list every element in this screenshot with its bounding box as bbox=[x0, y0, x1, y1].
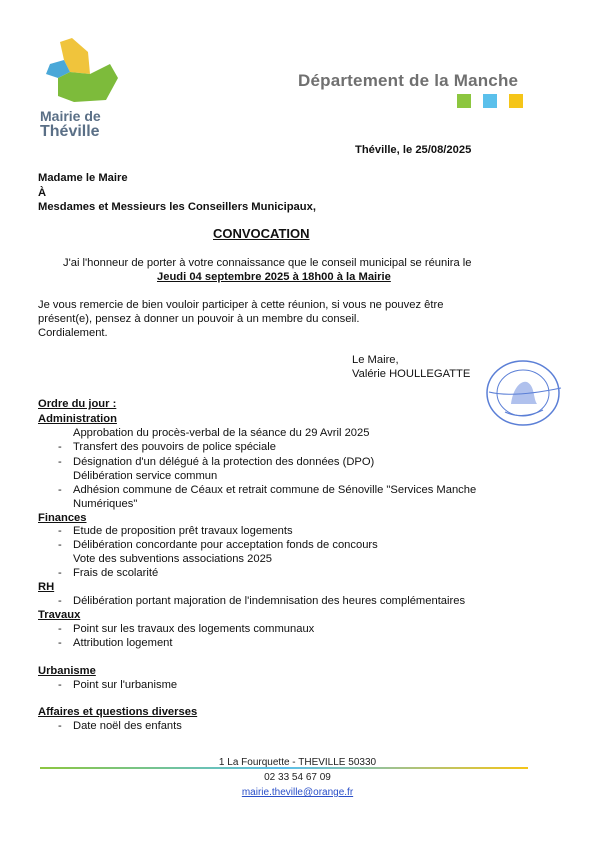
agenda-item: Attribution logement bbox=[73, 637, 173, 649]
section-title-finances: Finances bbox=[38, 512, 87, 524]
dash-bullet: - bbox=[58, 484, 62, 496]
agenda-item: Frais de scolarité bbox=[73, 567, 159, 579]
footer-email-link[interactable]: mairie.theville@orange.fr bbox=[241, 787, 354, 798]
dash-bullet: - bbox=[58, 720, 62, 732]
recipient-line: Mesdames et Messieurs les Conseillers Municipaux, bbox=[38, 201, 316, 213]
footer-phone: 02 33 54 67 09 bbox=[264, 772, 331, 783]
body-text: présent(e), pensez à donner un pouvoir à un membre du conseil. bbox=[38, 313, 360, 325]
agenda-item: Transfert des pouvoirs de police spéciale bbox=[73, 441, 276, 453]
agenda-item: Délibération portant majoration de l'indemnisation des heures complémentaires bbox=[73, 595, 466, 607]
agenda-item: Vote des subventions associations 2025 bbox=[73, 553, 273, 565]
intro-text: J'ai l'honneur de porter à votre connaissance que le conseil municipal se réunira le bbox=[63, 257, 472, 269]
agenda-item: Délibération service commun bbox=[73, 470, 218, 482]
body-text: Cordialement. bbox=[38, 327, 108, 339]
dash-bullet: - bbox=[58, 595, 62, 607]
section-title-travaux: Travaux bbox=[38, 609, 81, 621]
section-title-administration: Administration bbox=[38, 413, 117, 425]
section-title-affaires-diverses: Affaires et questions diverses bbox=[38, 706, 198, 718]
mairie-name bbox=[40, 108, 101, 140]
mairie-logo bbox=[38, 34, 118, 104]
department-title: Département de la Manche bbox=[298, 71, 519, 90]
department-color-squares bbox=[457, 94, 523, 108]
recipient-line: Madame le Maire bbox=[38, 172, 128, 184]
dash-bullet: - bbox=[58, 525, 62, 537]
dash-bullet: - bbox=[58, 456, 62, 468]
section-title-rh: RH bbox=[38, 581, 55, 593]
agenda-item: Approbation du procès-verbal de la séance du 29 Avril 2025 bbox=[73, 427, 370, 439]
agenda-item: Etude de proposition prêt travaux logements bbox=[73, 525, 293, 537]
agenda-item: Désignation d'un délégué à la protection des données (DPO) bbox=[73, 456, 375, 468]
agenda-item: Adhésion commune de Céaux et retrait commune de Sénoville "Services Manche bbox=[73, 484, 477, 496]
mairie-seal-stamp bbox=[483, 358, 563, 428]
dash-bullet: - bbox=[58, 441, 62, 453]
dash-bullet: - bbox=[58, 679, 62, 691]
date-line: Théville, le 25/08/2025 bbox=[355, 144, 472, 156]
meeting-datetime: Jeudi 04 septembre 2025 à 18h00 à la Mairie bbox=[157, 271, 391, 283]
document-title: CONVOCATION bbox=[213, 226, 310, 241]
agenda-item: Délibération concordante pour acceptation fonds de concours bbox=[73, 539, 378, 551]
signature-name: Valérie HOULLEGATTE bbox=[352, 368, 471, 380]
yellow-square-icon bbox=[509, 94, 523, 108]
mairie-name-line1: Mairie de bbox=[40, 108, 101, 124]
blue-square-icon bbox=[483, 94, 497, 108]
footer-address: 1 La Fourquette - THEVILLE 50330 bbox=[218, 757, 377, 768]
mairie-name-line2: Théville bbox=[40, 123, 100, 140]
recipient-line: À bbox=[38, 187, 47, 199]
agenda-item: Date noël des enfants bbox=[73, 720, 182, 732]
green-square-icon bbox=[457, 94, 471, 108]
agenda-item: Point sur l'urbanisme bbox=[73, 679, 178, 691]
dash-bullet: - bbox=[58, 623, 62, 635]
section-title-urbanisme: Urbanisme bbox=[38, 665, 96, 677]
agenda-heading: Ordre du jour : bbox=[38, 398, 117, 410]
signature-role: Le Maire, bbox=[352, 354, 399, 366]
agenda-item: Point sur les travaux des logements communaux bbox=[73, 623, 315, 635]
dash-bullet: - bbox=[58, 637, 62, 649]
agenda-item: Numériques" bbox=[73, 498, 138, 510]
dash-bullet: - bbox=[58, 539, 62, 551]
dash-bullet: - bbox=[58, 567, 62, 579]
body-text: Je vous remercie de bien vouloir participer à cette réunion, si vous ne pouvez être bbox=[38, 299, 444, 311]
